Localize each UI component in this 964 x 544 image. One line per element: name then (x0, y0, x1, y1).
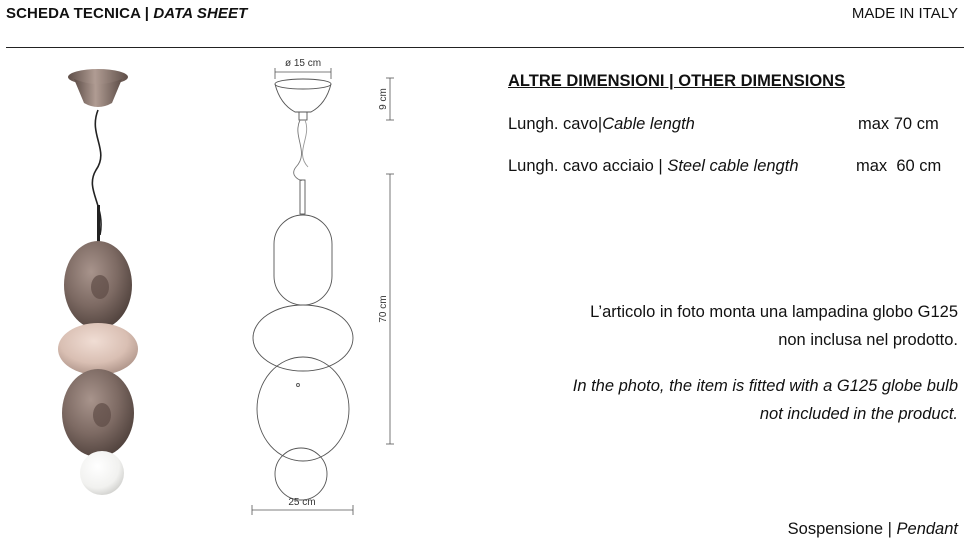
note-it-line2: non inclusa nel prodotto. (778, 331, 958, 349)
dim-top-width: ø 15 cm (284, 58, 322, 69)
dim-body-height: 70 cm (378, 295, 389, 323)
technical-drawing (240, 52, 410, 522)
globe-bulb (80, 451, 124, 495)
product-type (788, 520, 958, 539)
note-en-line2: not included in the product. (759, 405, 958, 423)
dim-bottom-width: 25 cm (288, 497, 316, 508)
steel-cable-length-label-it: Lungh. cavo acciaio | (508, 157, 668, 175)
pink-ring (58, 323, 138, 375)
steel-rod (97, 205, 100, 245)
cable-length-label (508, 115, 695, 134)
header-title-en: DATA SHEET (153, 5, 248, 22)
product-type-en: Pendant (896, 520, 958, 538)
steel-cable-length-value: max 60 cm (856, 157, 942, 175)
product-photo (40, 55, 140, 505)
note-en-line1: In the photo, the item is fitted with a G125 globe bulb (572, 377, 958, 395)
header-separator: | (144, 5, 150, 22)
header-title-it: SCHEDA TECNICA (6, 5, 141, 22)
dim-canopy-height: 9 cm (378, 88, 389, 110)
made-in-label: MADE IN ITALY (851, 5, 958, 22)
steel-cable-length-label-en: Steel cable length (667, 157, 799, 175)
dimensions-title: ALTRE DIMENSIONI | OTHER DIMENSIONS (508, 72, 846, 90)
cable-length-label-en: Cable length (602, 115, 695, 133)
cable-length-value: max 70 cm (858, 115, 939, 133)
product-type-it: Sospensione | (787, 520, 897, 538)
cable-length-label-it: Lungh. cavo| (508, 115, 603, 133)
note-it-line1: L’articolo in foto monta una lampadina globo G125 (590, 303, 958, 321)
header-title (6, 5, 247, 22)
steel-cable-length-label (508, 157, 799, 176)
header-divider (6, 47, 964, 48)
